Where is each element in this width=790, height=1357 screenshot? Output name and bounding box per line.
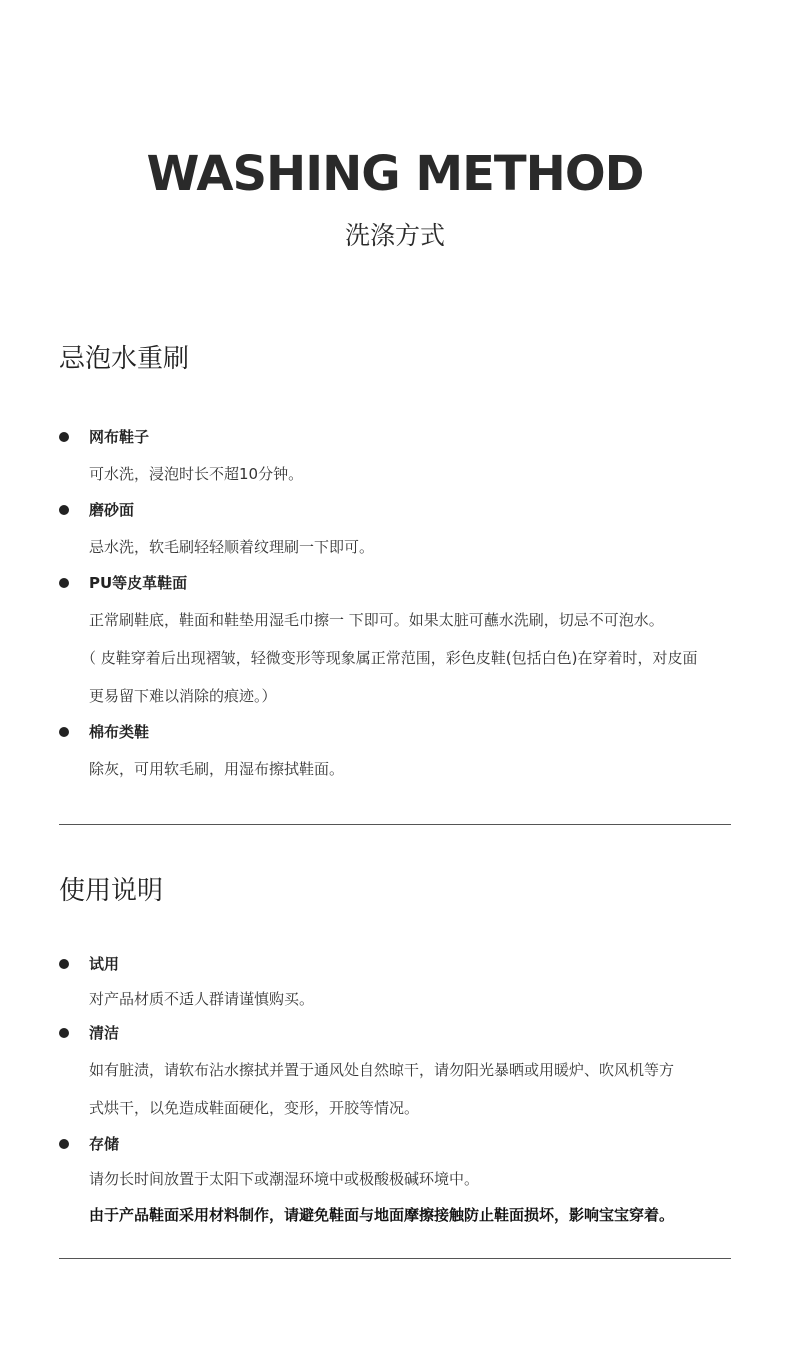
list-item-trial: [59, 947, 749, 1016]
divider: [59, 824, 731, 825]
item-text: 如有脏渍，请软布沾水擦拭并置于通风处自然晾干，请勿阳光暴晒或用暖炉、吹风机等方: [89, 1061, 675, 1079]
divider: [59, 1258, 731, 1259]
list-item-cotton: [59, 715, 749, 788]
list-item-storage: [59, 1127, 749, 1234]
bullet-icon: [59, 578, 69, 588]
list-item-cleaning: [59, 1016, 749, 1127]
item-text: 可水洗，浸泡时长不超10分钟。: [89, 465, 304, 483]
item-name: 棉布类鞋: [89, 723, 150, 741]
item-text: （ 皮鞋穿着后出现褶皱，轻微变形等现象属正常范围，彩色皮鞋(包括白色)在穿着时，对皮面: [81, 649, 698, 667]
page-title: WASHING METHOD: [146, 146, 644, 202]
item-name: 存储: [89, 1135, 120, 1153]
page-subtitle: 洗涤方式: [344, 221, 445, 250]
item-text: 正常刷鞋底，鞋面和鞋垫用湿毛巾擦一 下即可。如果太脏可蘸水洗刷，切忌不可泡水。: [89, 611, 664, 629]
item-name: 网布鞋子: [89, 428, 150, 446]
item-text: 更易留下难以消除的痕迹。）: [89, 687, 277, 705]
section-title: 忌泡水重刷: [59, 344, 190, 374]
item-text: 对产品材质不适人群请谨慎购买。: [89, 990, 315, 1008]
section-title: 使用说明: [59, 876, 164, 906]
list-item-mesh-shoes: [59, 420, 749, 493]
item-name: 磨砂面: [89, 501, 135, 519]
bullet-icon: [59, 505, 69, 515]
item-text: 式烘干，以免造成鞋面硬化，变形，开胶等情况。: [89, 1099, 420, 1117]
bullet-icon: [59, 727, 69, 737]
list-item-suede: [59, 493, 749, 566]
bullet-icon: [59, 1139, 69, 1149]
item-name: PU等皮革鞋面: [89, 574, 188, 592]
item-name: 试用: [89, 955, 120, 973]
item-text: 请勿长时间放置于太阳下或潮湿环境中或极酸极碱环境中。: [89, 1170, 480, 1188]
item-name: 清洁: [89, 1024, 120, 1042]
item-text: 除灰，可用软毛刷，用湿布擦拭鞋面。: [89, 760, 345, 778]
notice-text: 由于产品鞋面采用材料制作，请避免鞋面与地面摩擦接触防止鞋面损坏，影响宝宝穿着。: [89, 1206, 675, 1224]
bullet-icon: [59, 1028, 69, 1038]
section-washing: [59, 338, 749, 788]
bullet-icon: [59, 959, 69, 969]
list-item-pu-leather: [59, 566, 749, 715]
item-text: 忌水洗，软毛刷轻轻顺着纹理刷一下即可。: [89, 538, 375, 556]
bullet-icon: [59, 432, 69, 442]
section-instructions: [59, 870, 749, 1234]
